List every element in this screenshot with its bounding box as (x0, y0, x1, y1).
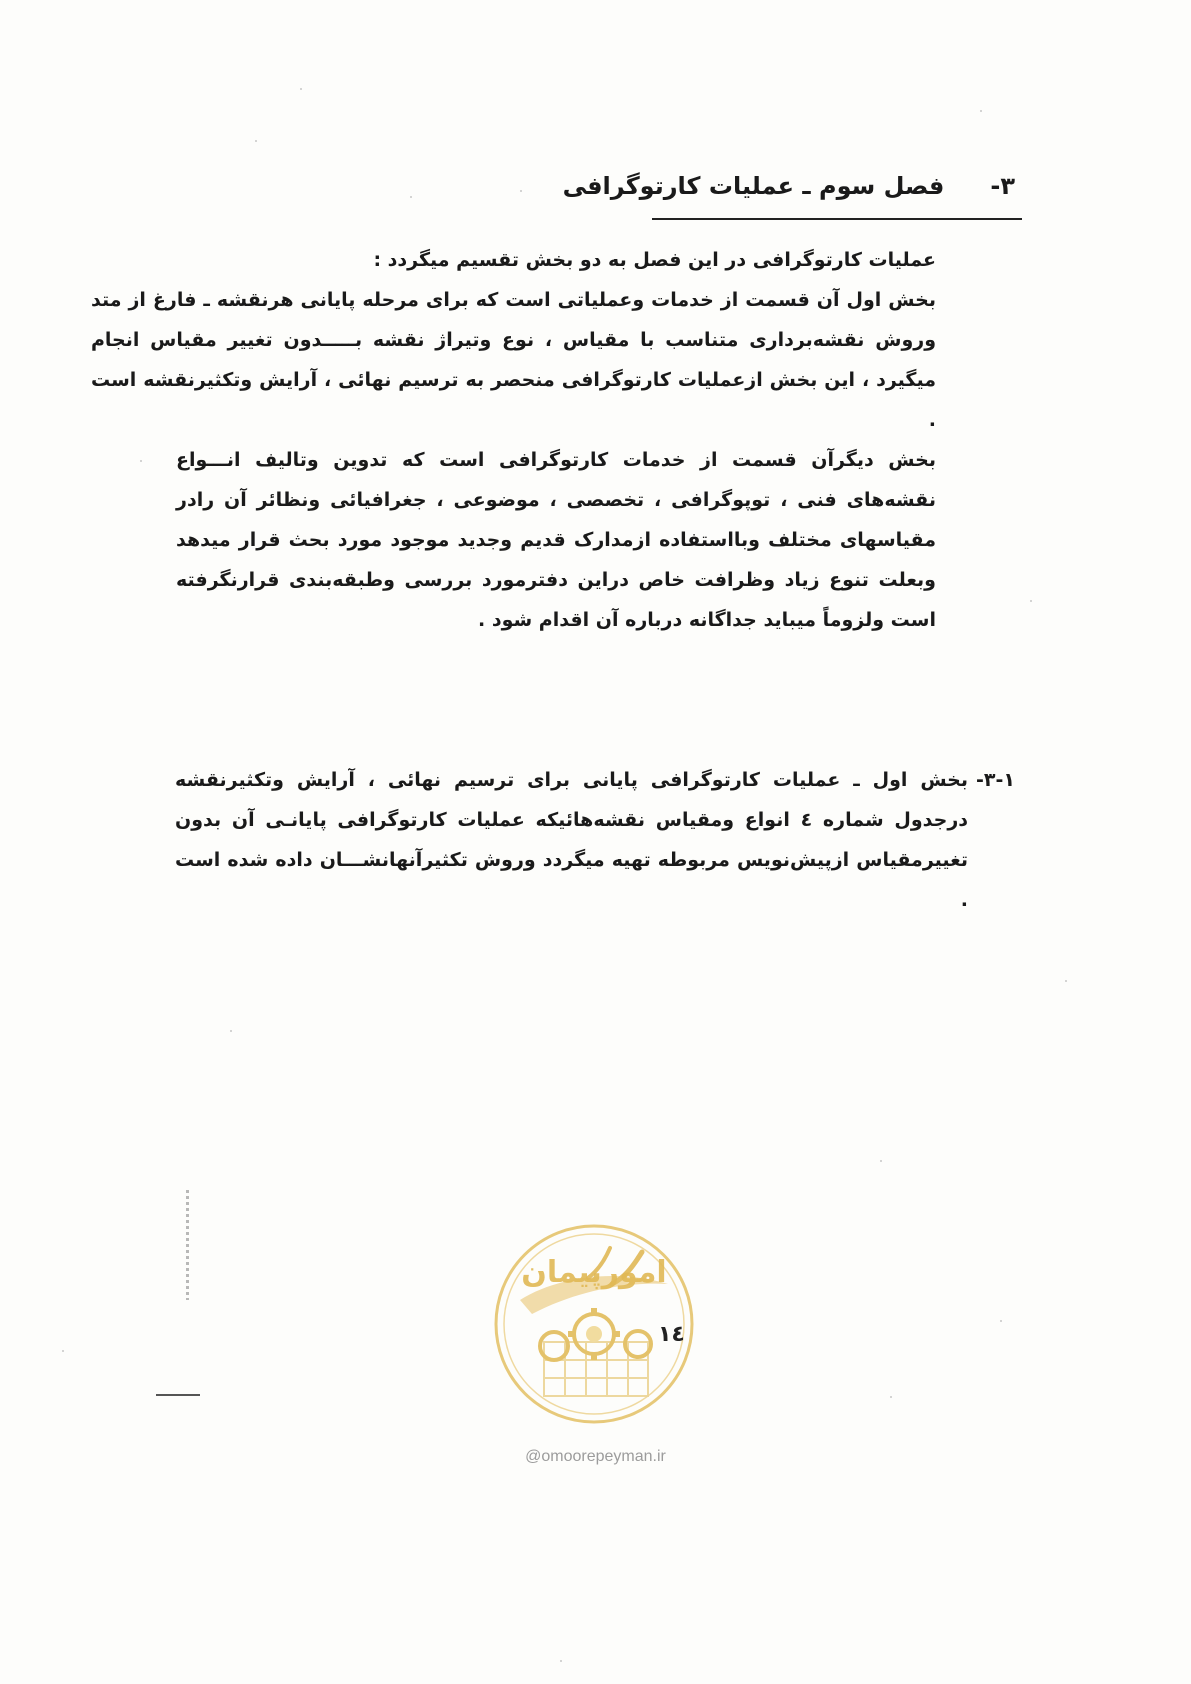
section-number: ۳-۱- (976, 769, 1015, 791)
scan-speckle (62, 1350, 64, 1352)
scan-speckle (1030, 600, 1032, 602)
scan-speckle (560, 1660, 562, 1662)
page-number: ١٤ (658, 1322, 685, 1347)
seal-text: امورپیمان (521, 1255, 667, 1290)
chapter-title: فصل سوم ـ عملیات کارتوگرافی (562, 172, 945, 200)
paragraph-part-one: بخش اول آن قسمت از خدمات وعملیاتی است که برای مرحله پایانی هرنقشه ـ فارغ از متد وروش نقشه‌برداری متناسب با مقیاس ، نوع وتیراژ نقشه بـــــدون تغییر مقیاس انجام میگیرد ، این بخش ازعملیات کارتوگرافی منحصر به ترسیم نهائی ، آرایش وتکثیرنقشه است . (91, 289, 936, 431)
scan-speckle (1000, 1320, 1002, 1322)
scan-speckle (300, 88, 302, 90)
watermark-url: @omoorepeyman.ir (525, 1448, 666, 1465)
body-text (91, 240, 936, 640)
margin-scan-mark (186, 1190, 189, 1300)
scan-speckle (230, 1030, 232, 1032)
margin-dash-mark (156, 1394, 200, 1396)
chapter-heading (563, 172, 1015, 200)
scan-speckle (980, 110, 982, 112)
scan-speckle (880, 1160, 882, 1162)
section-paragraph: بخش اول ـ عملیات کارتوگرافی پایانی برای ترسیم نهائی ، آرایش وتکثیرنقشه درجدول شماره ٤ انواع ومقیاس نقشه‌هائیکه عملیات کارتوگرافی پایانـی آن بدون تغییرمقیاس ازپیش‌نویس مربوطه تهیه میگردد وروش تکثیرآنهانشـــان داده شده است . (175, 769, 969, 911)
scan-speckle (890, 1396, 892, 1398)
section-3-1 (175, 760, 1015, 920)
scan-speckle (410, 196, 412, 198)
scan-speckle (520, 190, 522, 192)
heading-underline (652, 218, 1022, 220)
chapter-number: ۳- (990, 172, 1015, 200)
scan-speckle (255, 140, 257, 142)
scan-speckle (1065, 980, 1067, 982)
scan-speckle (140, 460, 142, 462)
intro-paragraph: عملیات کارتوگرافی در این فصل به دو بخش تقسیم میگردد : (373, 249, 936, 271)
paragraph-part-two: بخش دیگرآن قسمت از خدمات کارتوگرافی است که تدوین وتالیف انـــواع نقشه‌های فنی ، توپوگرافی ، تخصصی ، موضوعی ، جغرافیائی ونظائر آن رادر مقیاسهای مختلف وبااستفاده ازمدارک قدیم وجدید موجود مورد بحث قرار میدهد وبعلت تنوع زیاد وظرافت خاص دراین دفترمورد بررسی وطبقه‌بندی قرارنگرفته است ولزوماً میباید جداگانه درباره آن اقدام شود . (176, 449, 936, 631)
